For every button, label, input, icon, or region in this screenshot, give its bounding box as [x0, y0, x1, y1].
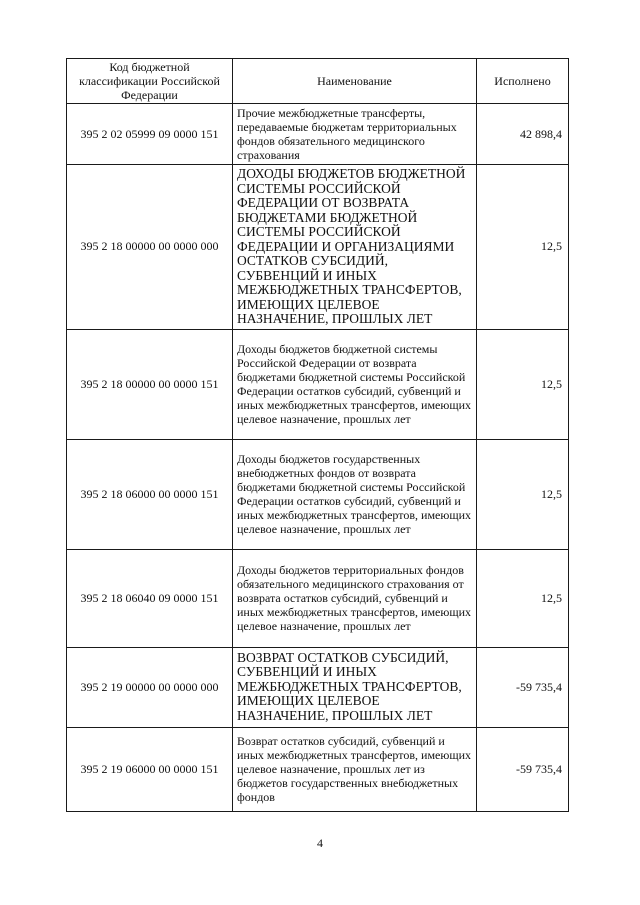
table-row — [67, 549, 569, 647]
header-code: Код бюджетной классификации Российской Федерации — [67, 59, 233, 104]
row-value: -59 735,4 — [477, 727, 569, 811]
row-name: Возврат остатков субсидий, субвенций и иных межбюджетных трансфертов, имеющих целевое назначение, прошлых лет из бюджетов государственных внебюджетных фондов — [233, 727, 477, 811]
table-row — [67, 329, 569, 439]
table-row — [67, 647, 569, 727]
row-name: ВОЗВРАТ ОСТАТКОВ СУБСИДИЙ, СУБВЕНЦИЙ И ИНЫХ МЕЖБЮДЖЕТНЫХ ТРАНСФЕРТОВ, ИМЕЮЩИХ ЦЕЛЕВОЕ НАЗНАЧЕНИЕ, ПРОШЛЫХ ЛЕТ — [233, 647, 477, 727]
row-value: 12,5 — [477, 165, 569, 330]
row-name: ДОХОДЫ БЮДЖЕТОВ БЮДЖЕТНОЙ СИСТЕМЫ РОССИЙСКОЙ ФЕДЕРАЦИИ ОТ ВОЗВРАТА БЮДЖЕТАМИ БЮДЖЕТНОЙ СИСТЕМЫ РОССИЙСКОЙ ФЕДЕРАЦИИ И ОРГАНИЗАЦИЯМИ ОСТАТКОВ СУБСИДИЙ, СУБВЕНЦИЙ И ИНЫХ МЕЖБЮДЖЕТНЫХ ТРАНСФЕРТОВ, ИМЕЮЩИХ ЦЕЛЕВОЕ НАЗНАЧЕНИЕ, ПРОШЛЫХ ЛЕТ — [233, 165, 477, 330]
row-name: Доходы бюджетов государственных внебюджетных фондов от возврата бюджетами бюджетной системы Российской Федерации остатков субсидий, субвенций и иных межбюджетных трансфертов, имеющих целевое назначение, прошлых лет — [233, 439, 477, 549]
page-number: 4 — [317, 836, 323, 850]
table-row — [67, 104, 569, 165]
row-name: Доходы бюджетов бюджетной системы Российской Федерации от возврата бюджетами бюджетной системы Российской Федерации остатков субсидий, субвенций и иных межбюджетных трансфертов, имеющих целевое назначение, прошлых лет — [233, 329, 477, 439]
row-name: Прочие межбюджетные трансферты, передаваемые бюджетам территориальных фондов обязательного медицинского страхования — [233, 104, 477, 165]
header-name: Наименование — [233, 59, 477, 104]
row-code: 395 2 18 06000 00 0000 151 — [67, 439, 233, 549]
row-value: 12,5 — [477, 549, 569, 647]
row-value: -59 735,4 — [477, 647, 569, 727]
row-value: 12,5 — [477, 439, 569, 549]
table-row — [67, 727, 569, 811]
row-value: 12,5 — [477, 329, 569, 439]
row-code: 395 2 02 05999 09 0000 151 — [67, 104, 233, 165]
table-header-row — [67, 59, 569, 104]
table-row — [67, 439, 569, 549]
row-value: 42 898,4 — [477, 104, 569, 165]
row-code: 395 2 19 06000 00 0000 151 — [67, 727, 233, 811]
row-code: 395 2 18 00000 00 0000 000 — [67, 165, 233, 330]
table-row — [67, 165, 569, 330]
row-name: Доходы бюджетов территориальных фондов обязательного медицинского страхования от возврата остатков субсидий, субвенций и иных межбюджетных трансфертов, имеющих целевое назначение, прошлых лет — [233, 549, 477, 647]
row-code: 395 2 18 00000 00 0000 151 — [67, 329, 233, 439]
row-code: 395 2 19 00000 00 0000 000 — [67, 647, 233, 727]
row-code: 395 2 18 06040 09 0000 151 — [67, 549, 233, 647]
header-value: Исполнено — [477, 59, 569, 104]
budget-execution-table — [66, 58, 569, 812]
